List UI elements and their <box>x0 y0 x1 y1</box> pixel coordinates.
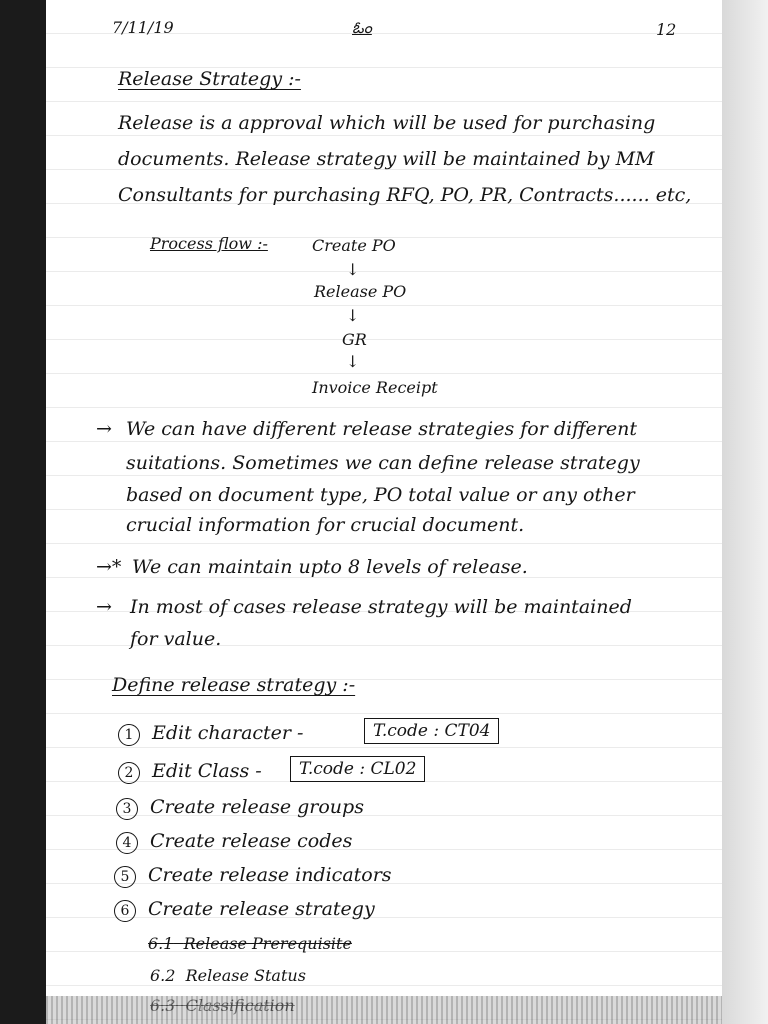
list-item <box>114 864 392 888</box>
sub-item-text: Release Status <box>185 966 306 985</box>
list-item <box>114 898 375 922</box>
note-line: suitations. Sometimes we can define release strategy <box>126 452 640 474</box>
flow-arrow: ↓ <box>346 352 360 371</box>
flow-step: Invoice Receipt <box>312 378 438 397</box>
flow-step: GR <box>342 330 367 349</box>
note-arrow: →* <box>96 556 122 578</box>
tcode-box: T.code : CL02 <box>290 756 425 782</box>
sub-item-text: Release Prerequisite <box>183 934 352 953</box>
note-line: We can have different release strategies for different <box>126 418 637 440</box>
list-number: 5 <box>114 866 136 888</box>
process-flow-label: Process flow :- <box>150 234 268 253</box>
list-item-text: Edit Class - <box>152 760 262 782</box>
page-number: 12 <box>656 20 677 39</box>
list-item <box>116 830 352 854</box>
list-number: 1 <box>118 724 140 746</box>
note-line: for value. <box>130 628 222 650</box>
list-number: 2 <box>118 762 140 784</box>
section-title-define-release-strategy: Define release strategy :- <box>112 674 356 696</box>
list-number: 4 <box>116 832 138 854</box>
note-line: based on document type, PO total value or any other <box>126 484 635 506</box>
note-line: crucial information for crucial document. <box>126 514 525 536</box>
list-item <box>116 796 364 820</box>
list-number: 6 <box>114 900 136 922</box>
list-item-text: Edit character - <box>152 722 304 744</box>
sub-item <box>148 934 352 953</box>
flow-arrow: ↓ <box>346 260 360 279</box>
header-mark: ఓం <box>352 18 372 37</box>
tcode-box: T.code : CT04 <box>364 718 499 744</box>
note-arrow: → <box>96 418 112 440</box>
note-line: We can maintain upto 8 levels of release. <box>132 556 528 578</box>
list-item <box>118 760 262 784</box>
section-title-release-strategy: Release Strategy :- <box>118 68 301 90</box>
page-date: 7/11/19 <box>112 18 174 37</box>
paragraph-line: Release is a approval which will be used for purchasing <box>118 112 656 134</box>
page-edge <box>722 0 768 1024</box>
list-number: 3 <box>116 798 138 820</box>
sub-item <box>150 966 306 985</box>
sub-item-number: 6.1 <box>148 934 174 953</box>
list-item-text: Create release groups <box>150 796 364 818</box>
sub-item-number: 6.2 <box>150 966 176 985</box>
list-item-text: Create release strategy <box>148 898 375 920</box>
note-arrow: → <box>96 596 112 618</box>
flow-step: Release PO <box>314 282 407 301</box>
note-line: In most of cases release strategy will be maintained <box>130 596 632 618</box>
paragraph-line: Consultants for purchasing RFQ, PO, PR, Contracts...... etc, <box>118 184 692 206</box>
scan-artifact <box>46 996 722 1024</box>
flow-arrow: ↓ <box>346 306 360 325</box>
list-item-text: Create release codes <box>150 830 353 852</box>
list-item-text: Create release indicators <box>148 864 392 886</box>
paragraph-line: documents. Release strategy will be maintained by MM <box>118 148 655 170</box>
list-item <box>118 722 303 746</box>
flow-step: Create PO <box>312 236 396 255</box>
